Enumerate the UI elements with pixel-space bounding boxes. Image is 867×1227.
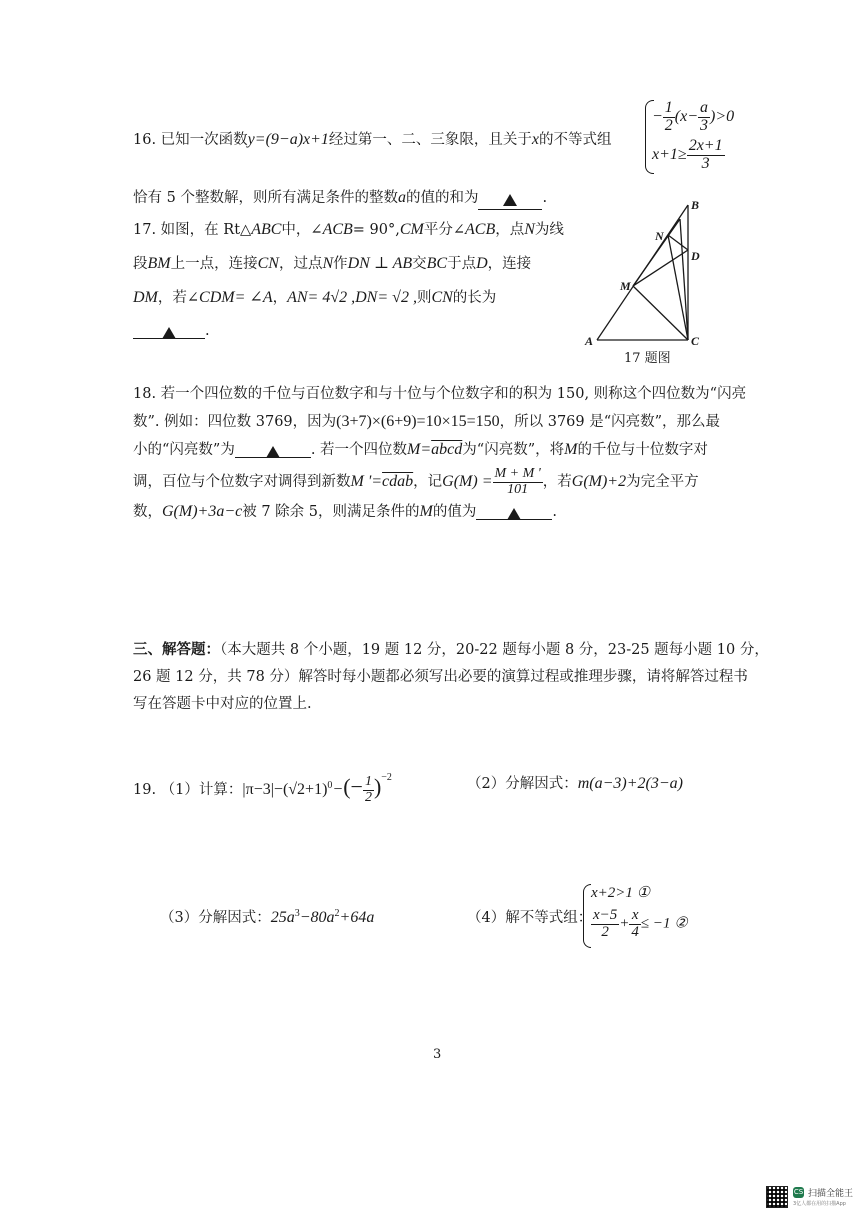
q19-inequality-1: x+2>1 ① <box>591 885 651 901</box>
q16-inequality-1: − $\frac{1}{2}$ (x− $\frac{a}{3}$ )>0 <box>652 99 735 134</box>
triangle-icon <box>503 194 517 206</box>
q16-line1: 16. 已知一次函数y=(9−a)x+1经过第一、二、三象限，且关于x的不等式组 <box>133 131 612 148</box>
q17-line2: 段BM上一点，连接CN，过点N作DN ⊥ AB交BC于点D，连接 <box>133 255 532 272</box>
triangle-icon <box>162 327 176 339</box>
q17-line4: . <box>133 319 564 344</box>
section3-intro: 三、解答题：（本大题共 8 个小题，19 题 12 分，20-22 题每小题 8 分，23-25 题每小题 10 分， 26 题 12 分，共 78 分）解答时每小题都必须写出必要的演算过程或推理步骤，请将解答过程书 写在答题卡中对应的位置上. <box>133 641 769 712</box>
q17-figure <box>580 195 710 370</box>
q19-part4-label: （4）解不等式组： <box>467 910 593 926</box>
q19-part2: （2）分解因式：m(a−3)+2(3−a) <box>467 775 683 792</box>
label-m: M <box>620 279 631 293</box>
q19-part1: 19. （1）计算：$|\pi-3|-(√2+1)^0-(-$ $\frac{1}{2}$ )$^{-2}$ <box>133 772 392 805</box>
q16-line2: 恰有 5 个整数解，则所有满足条件的整数a的值的和为 . <box>133 186 547 210</box>
q17-answer-blank[interactable] <box>133 322 205 339</box>
q18-answer-blank-2[interactable] <box>476 503 552 520</box>
camscanner-logo-icon: CS <box>793 1188 804 1196</box>
q18-line4: 调，百位与个位数字对调得到新数M '=cdab，记G(M) = $\frac{M + M '}{101}$ ，若G(M)+2为完全平方 <box>133 466 699 497</box>
q16-answer-blank[interactable] <box>478 193 542 210</box>
label-b: B <box>691 198 700 212</box>
segment-dm <box>633 250 688 286</box>
triangle-icon <box>507 508 521 520</box>
q19-inequality-2: $\frac{x-5}{2}$ + $\frac{x}{4}$ ≤ −1 ② <box>593 907 688 940</box>
section3-title: 三、解答题： <box>133 641 220 658</box>
q18-line2: 数”. 例如：四位数 3769，因为(3+7)×(6+9)=10×15=150，所以 3769 是“闪亮数”，那么最 <box>133 413 721 430</box>
q19-part3: （3）分解因式：$25a^3-80a^2+64a$ <box>160 908 375 926</box>
q18-line5: 数，G(M)+3a−c被 7 除余 5，则满足条件的M的值为 . <box>133 503 557 521</box>
page-number: 3 <box>433 1047 442 1062</box>
q18-answer-blank-1[interactable] <box>235 441 311 458</box>
label-c: C <box>691 334 700 348</box>
scanner-tagline: 3亿人都在用的扫描App <box>793 1201 846 1207</box>
q19-system-brace <box>583 884 591 948</box>
q18-text <box>133 382 746 525</box>
scanner-brand: 扫描全能王 <box>808 1189 854 1199</box>
figure-caption: 17 题图 <box>624 351 671 366</box>
qr-code-icon <box>766 1186 788 1208</box>
q17-text <box>133 217 564 344</box>
label-n: N <box>655 229 664 243</box>
label-a: A <box>585 334 594 348</box>
q16-inequality-2: x+1≥ $\frac{2x+1}{3}$ <box>652 137 723 172</box>
label-d: D <box>691 249 700 263</box>
q18-line3: 小的“闪亮数”为 . 若一个四位数M=abcd为“闪亮数”，将M的千位与十位数字对 <box>133 441 708 458</box>
q17-line3: DM，若∠CDM= ∠A，AN= 4√2 ,DN= √2 ,则CN的长为 <box>133 289 497 306</box>
q17-line1: 17. 如图，在 Rt△ABC中，∠ACB= 90°,CM平分∠ACB，点N为线 <box>133 221 564 238</box>
triangle-icon <box>266 446 280 458</box>
q18-line1: 18. 若一个四位数的千位与百位数字和与十位与个位数字和的积为 150, 则称这个四位数为“闪亮 <box>133 386 747 402</box>
